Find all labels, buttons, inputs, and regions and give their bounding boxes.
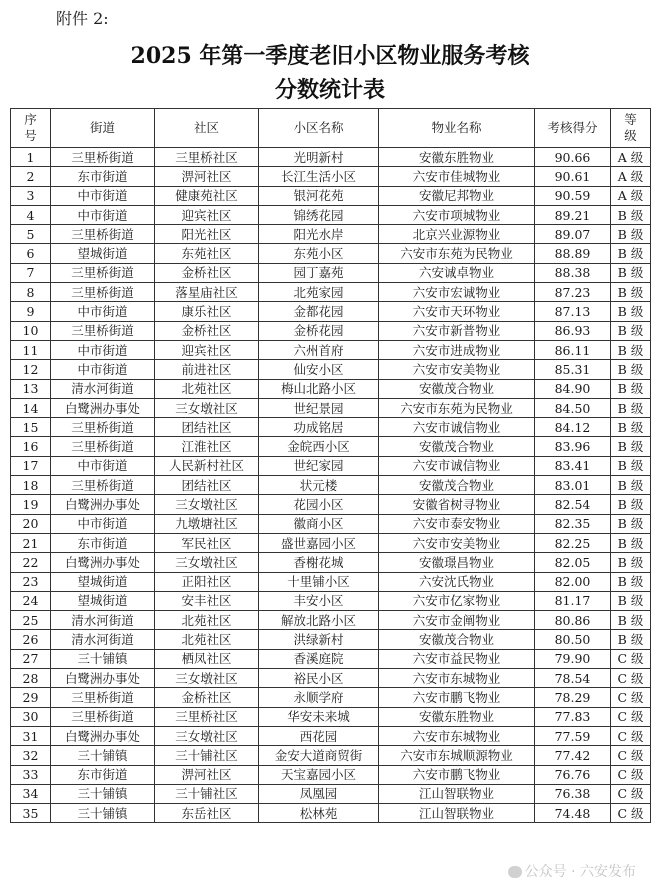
table-cell: 金安大道商贸街 (259, 746, 379, 765)
table-cell: 北苑家园 (259, 283, 379, 302)
table-cell: B 级 (611, 418, 651, 437)
table-cell: 84.12 (535, 418, 611, 437)
table-cell: 三十铺镇 (51, 649, 155, 668)
table-cell: 19 (11, 495, 51, 514)
table-cell: 16 (11, 437, 51, 456)
table-cell: 78.29 (535, 688, 611, 707)
table-cell: 军民社区 (155, 533, 259, 552)
table-row (11, 186, 651, 205)
table-cell: B 级 (611, 263, 651, 282)
table-cell: 六安市鹏飞物业 (379, 688, 535, 707)
table-cell: 82.54 (535, 495, 611, 514)
column-header-text: 序号 (24, 112, 37, 143)
table-cell: 10 (11, 321, 51, 340)
table-cell: 江淮社区 (155, 437, 259, 456)
table-cell: 32 (11, 746, 51, 765)
table-cell: 正阳社区 (155, 572, 259, 591)
table-cell: 82.00 (535, 572, 611, 591)
table-cell: 中市街道 (51, 456, 155, 475)
table-row (11, 340, 651, 359)
table-row (11, 263, 651, 282)
table-cell: B 级 (611, 283, 651, 302)
table-cell: 团结社区 (155, 418, 259, 437)
table-cell: 5 (11, 225, 51, 244)
table-cell: 金桥花园 (259, 321, 379, 340)
table-cell: 83.96 (535, 437, 611, 456)
table-cell: C 级 (611, 707, 651, 726)
table-cell: 康乐社区 (155, 302, 259, 321)
table-cell: 三女墩社区 (155, 398, 259, 417)
table-cell: B 级 (611, 553, 651, 572)
table-cell: 安徽茂合物业 (379, 437, 535, 456)
table-cell: 解放北路小区 (259, 611, 379, 630)
table-cell: 六安市佳城物业 (379, 167, 535, 186)
table-cell: 六安市亿家物业 (379, 591, 535, 610)
table-cell: B 级 (611, 572, 651, 591)
table-row (11, 553, 651, 572)
table-cell: 六安市新普物业 (379, 321, 535, 340)
table-cell: 九墩塘社区 (155, 514, 259, 533)
table-row (11, 244, 651, 263)
table-cell: 80.86 (535, 611, 611, 630)
table-cell: 中市街道 (51, 205, 155, 224)
table-cell: 安徽璟昌物业 (379, 553, 535, 572)
table-cell: 2 (11, 167, 51, 186)
table-cell: 18 (11, 476, 51, 495)
table-cell: 三女墩社区 (155, 495, 259, 514)
table-cell: 人民新村社区 (155, 456, 259, 475)
table-cell: 丰安小区 (259, 591, 379, 610)
table-cell: 六安市安美物业 (379, 533, 535, 552)
table-row (11, 765, 651, 784)
table-cell: 白鹭洲办事处 (51, 726, 155, 745)
table-cell: 望城街道 (51, 244, 155, 263)
table-cell: 83.41 (535, 456, 611, 475)
table-row (11, 533, 651, 552)
table-cell: 栖凤社区 (155, 649, 259, 668)
table-row (11, 398, 651, 417)
table-cell: 24 (11, 591, 51, 610)
table-cell: 87.13 (535, 302, 611, 321)
watermark-text: 公众号 · 六安发布 (524, 864, 636, 880)
table-cell: B 级 (611, 476, 651, 495)
column-header: 小区名称 (259, 109, 379, 148)
table-cell: 六安市宏诚物业 (379, 283, 535, 302)
table-cell: 六安市东城顺源物业 (379, 746, 535, 765)
table-cell: 三十铺镇 (51, 746, 155, 765)
table-cell: 功成铭居 (259, 418, 379, 437)
table-cell: 安丰社区 (155, 591, 259, 610)
table-cell: B 级 (611, 495, 651, 514)
table-cell: 12 (11, 360, 51, 379)
table-cell: C 级 (611, 688, 651, 707)
table-cell: 六安市天环物业 (379, 302, 535, 321)
table-cell: 31 (11, 726, 51, 745)
table-cell: 84.50 (535, 398, 611, 417)
table-cell: 淠河社区 (155, 765, 259, 784)
table-cell: 阳光水岸 (259, 225, 379, 244)
table-cell: 六安市东苑为民物业 (379, 398, 535, 417)
table-cell: 西花园 (259, 726, 379, 745)
table-cell: 江山智联物业 (379, 784, 535, 803)
table-cell: A 级 (611, 167, 651, 186)
table-cell: 三里桥街道 (51, 148, 155, 167)
table-cell: 六州首府 (259, 340, 379, 359)
table-cell: B 级 (611, 379, 651, 398)
table-cell: 89.21 (535, 205, 611, 224)
table-cell: 三十铺社区 (155, 784, 259, 803)
table-row (11, 495, 651, 514)
table-row (11, 784, 651, 803)
table-cell: 六安市泰安物业 (379, 514, 535, 533)
table-cell: B 级 (611, 398, 651, 417)
table-cell: 三里桥街道 (51, 225, 155, 244)
table-cell: 六安诚卓物业 (379, 263, 535, 282)
table-cell: 华安未来城 (259, 707, 379, 726)
table-cell: 9 (11, 302, 51, 321)
table-cell: 迎宾社区 (155, 340, 259, 359)
table-cell: 团结社区 (155, 476, 259, 495)
table-cell: 三里桥街道 (51, 707, 155, 726)
table-cell: B 级 (611, 611, 651, 630)
table-cell: 安徽尼邦物业 (379, 186, 535, 205)
table-cell: 26 (11, 630, 51, 649)
table-body (11, 148, 651, 823)
table-cell: 六安市东城物业 (379, 726, 535, 745)
table-cell: 安徽东胜物业 (379, 148, 535, 167)
column-header: 社区 (155, 109, 259, 148)
table-cell: 79.90 (535, 649, 611, 668)
table-cell: 三里桥街道 (51, 476, 155, 495)
table-row (11, 360, 651, 379)
table-cell: 清水河街道 (51, 379, 155, 398)
table-cell: 清水河街道 (51, 611, 155, 630)
table-cell: 76.76 (535, 765, 611, 784)
table-cell: 90.59 (535, 186, 611, 205)
table-cell: 金皖西小区 (259, 437, 379, 456)
table-cell: 25 (11, 611, 51, 630)
attachment-label: 附件 2: (56, 9, 109, 28)
table-cell: 中市街道 (51, 360, 155, 379)
table-row (11, 726, 651, 745)
table-cell: 落星庙社区 (155, 283, 259, 302)
table-cell: 83.01 (535, 476, 611, 495)
table-cell: 82.05 (535, 553, 611, 572)
table-row (11, 302, 651, 321)
table-cell: 六安市东苑为民物业 (379, 244, 535, 263)
table-cell: 阳光社区 (155, 225, 259, 244)
table-row (11, 611, 651, 630)
table-cell: 三里桥街道 (51, 418, 155, 437)
table-header (11, 109, 651, 148)
table-cell: 三女墩社区 (155, 553, 259, 572)
table-cell: 86.93 (535, 321, 611, 340)
table-cell: 76.38 (535, 784, 611, 803)
document-title: 2025 年第一季度老旧小区物业服务考核 (130, 43, 530, 69)
table-cell: 安徽省树寻物业 (379, 495, 535, 514)
table-row (11, 379, 651, 398)
column-header: 物业名称 (379, 109, 535, 148)
table-cell: 三里桥街道 (51, 263, 155, 282)
table-cell: 六安市金阐物业 (379, 611, 535, 630)
table-cell: 安徽茂合物业 (379, 476, 535, 495)
table-cell: B 级 (611, 437, 651, 456)
table-cell: 东市街道 (51, 167, 155, 186)
table-cell: 凤凰园 (259, 784, 379, 803)
table-cell: 30 (11, 707, 51, 726)
table-cell: 长江生活小区 (259, 167, 379, 186)
table-cell: 金都花园 (259, 302, 379, 321)
table-cell: 中市街道 (51, 186, 155, 205)
table-cell: 迎宾社区 (155, 205, 259, 224)
table-cell: 中市街道 (51, 514, 155, 533)
table-cell: 白鹭洲办事处 (51, 669, 155, 688)
table-cell: 锦绣花园 (259, 205, 379, 224)
table-cell: 安徽茂合物业 (379, 630, 535, 649)
table-cell: 花园小区 (259, 495, 379, 514)
table-cell: 中市街道 (51, 302, 155, 321)
table-cell: 89.07 (535, 225, 611, 244)
table-cell: 78.54 (535, 669, 611, 688)
column-header: 街道 (51, 109, 155, 148)
table-cell: C 级 (611, 804, 651, 823)
table-cell: B 级 (611, 591, 651, 610)
table-cell: 望城街道 (51, 591, 155, 610)
table-cell: 7 (11, 263, 51, 282)
table-cell: 安徽东胜物业 (379, 707, 535, 726)
table-row (11, 148, 651, 167)
table-row (11, 418, 651, 437)
table-cell: 世纪家园 (259, 456, 379, 475)
table-cell: 永顺学府 (259, 688, 379, 707)
column-header (11, 109, 51, 148)
table-cell: C 级 (611, 765, 651, 784)
table-cell: 三女墩社区 (155, 669, 259, 688)
table-cell: C 级 (611, 784, 651, 803)
table-row (11, 804, 651, 823)
table-cell: 11 (11, 340, 51, 359)
table-cell: A 级 (611, 186, 651, 205)
table-row (11, 591, 651, 610)
table-row (11, 630, 651, 649)
table-cell: 22 (11, 553, 51, 572)
table-row (11, 476, 651, 495)
watermark (508, 861, 636, 881)
table-cell: 安徽茂合物业 (379, 379, 535, 398)
column-header-text: 等级 (624, 112, 637, 143)
table-cell: 金桥社区 (155, 321, 259, 340)
table-cell: 17 (11, 456, 51, 475)
table-cell: 88.89 (535, 244, 611, 263)
table-cell: C 级 (611, 726, 651, 745)
table-cell: 三里桥社区 (155, 707, 259, 726)
table-cell: B 级 (611, 360, 651, 379)
table-cell: 东市街道 (51, 533, 155, 552)
table-cell: 85.31 (535, 360, 611, 379)
table-cell: 状元楼 (259, 476, 379, 495)
table-cell: 六安市诚信物业 (379, 418, 535, 437)
table-cell: 金桥社区 (155, 688, 259, 707)
table-cell: 81.17 (535, 591, 611, 610)
table-row (11, 456, 651, 475)
table-cell: 三十铺镇 (51, 804, 155, 823)
table-cell: 东苑小区 (259, 244, 379, 263)
table-cell: 82.25 (535, 533, 611, 552)
table-cell: 90.66 (535, 148, 611, 167)
table-cell: 金桥社区 (155, 263, 259, 282)
table-cell: 35 (11, 804, 51, 823)
table-cell: 北苑社区 (155, 611, 259, 630)
table-cell: 仙安小区 (259, 360, 379, 379)
table-cell: B 级 (611, 340, 651, 359)
table-cell: 白鹭洲办事处 (51, 553, 155, 572)
table-row (11, 321, 651, 340)
table-cell: 77.42 (535, 746, 611, 765)
column-header: 考核得分 (535, 109, 611, 148)
table-cell: 84.90 (535, 379, 611, 398)
table-cell: 白鹭洲办事处 (51, 495, 155, 514)
table-cell: 洪绿新村 (259, 630, 379, 649)
table-row (11, 205, 651, 224)
table-cell: B 级 (611, 456, 651, 475)
table-cell: 六安沈氏物业 (379, 572, 535, 591)
table-cell: 80.50 (535, 630, 611, 649)
table-cell: B 级 (611, 225, 651, 244)
table-cell: 77.59 (535, 726, 611, 745)
table-cell: 六安市安美物业 (379, 360, 535, 379)
table-cell: 盛世嘉园小区 (259, 533, 379, 552)
table-cell: 29 (11, 688, 51, 707)
table-cell: B 级 (611, 244, 651, 263)
table-row (11, 283, 651, 302)
table-cell: 徽商小区 (259, 514, 379, 533)
table-cell: 光明新村 (259, 148, 379, 167)
table-cell: C 级 (611, 746, 651, 765)
table-cell: C 级 (611, 649, 651, 668)
table-cell: 三女墩社区 (155, 726, 259, 745)
table-cell: 天宝嘉园小区 (259, 765, 379, 784)
table-cell: 三里桥街道 (51, 688, 155, 707)
table-row (11, 746, 651, 765)
table-cell: 88.38 (535, 263, 611, 282)
table-cell: 三里桥街道 (51, 283, 155, 302)
table-cell: 健康苑社区 (155, 186, 259, 205)
table-cell: 六安市项城物业 (379, 205, 535, 224)
table-cell: 13 (11, 379, 51, 398)
table-cell: 江山智联物业 (379, 804, 535, 823)
table-cell: 香溪庭院 (259, 649, 379, 668)
table-cell: 15 (11, 418, 51, 437)
table-cell: 33 (11, 765, 51, 784)
table-cell: 香榭花城 (259, 553, 379, 572)
table-cell: 6 (11, 244, 51, 263)
score-table (10, 108, 651, 823)
table-cell: 28 (11, 669, 51, 688)
table-cell: 北京兴业源物业 (379, 225, 535, 244)
table-cell: B 级 (611, 514, 651, 533)
table-cell: 六安市益民物业 (379, 649, 535, 668)
table-cell: 8 (11, 283, 51, 302)
table-cell: B 级 (611, 321, 651, 340)
table-cell: 银河花苑 (259, 186, 379, 205)
table-row (11, 649, 651, 668)
table-row (11, 225, 651, 244)
table-cell: 前进社区 (155, 360, 259, 379)
table-cell: 4 (11, 205, 51, 224)
table-cell: 三十铺社区 (155, 746, 259, 765)
table-cell: 1 (11, 148, 51, 167)
table-cell: 27 (11, 649, 51, 668)
wechat-icon (508, 866, 522, 878)
table-cell: 87.23 (535, 283, 611, 302)
table-cell: A 级 (611, 148, 651, 167)
table-row (11, 437, 651, 456)
table-cell: 东苑社区 (155, 244, 259, 263)
table-cell: 20 (11, 514, 51, 533)
document-subtitle: 分数统计表 (274, 77, 385, 103)
table-row (11, 572, 651, 591)
table-row (11, 669, 651, 688)
table-cell: 松林苑 (259, 804, 379, 823)
table-cell: 白鹭洲办事处 (51, 398, 155, 417)
table-row (11, 514, 651, 533)
table-cell: 六安市鹏飞物业 (379, 765, 535, 784)
table-cell: 六安市东城物业 (379, 669, 535, 688)
table-cell: 裕民小区 (259, 669, 379, 688)
table-cell: 86.11 (535, 340, 611, 359)
table-cell: 十里铺小区 (259, 572, 379, 591)
table-cell: 90.61 (535, 167, 611, 186)
table-cell: 淠河社区 (155, 167, 259, 186)
table-cell: 梅山北路小区 (259, 379, 379, 398)
table-cell: 世纪景园 (259, 398, 379, 417)
table-cell: 东岳社区 (155, 804, 259, 823)
table-cell: 三里桥社区 (155, 148, 259, 167)
table-cell: 中市街道 (51, 340, 155, 359)
table-cell: 34 (11, 784, 51, 803)
table-cell: 21 (11, 533, 51, 552)
table-cell: 3 (11, 186, 51, 205)
table-cell: 清水河街道 (51, 630, 155, 649)
table-row (11, 688, 651, 707)
table-row (11, 707, 651, 726)
table-cell: 77.83 (535, 707, 611, 726)
table-row (11, 167, 651, 186)
table-cell: 三十铺镇 (51, 784, 155, 803)
table-cell: 14 (11, 398, 51, 417)
table-cell: 三里桥街道 (51, 321, 155, 340)
table-cell: C 级 (611, 669, 651, 688)
table-cell: 74.48 (535, 804, 611, 823)
table-cell: 三里桥街道 (51, 437, 155, 456)
table-cell: 23 (11, 572, 51, 591)
table-cell: B 级 (611, 302, 651, 321)
table-cell: B 级 (611, 533, 651, 552)
table-cell: 82.35 (535, 514, 611, 533)
table-cell: B 级 (611, 205, 651, 224)
column-header (611, 109, 651, 148)
table-cell: 望城街道 (51, 572, 155, 591)
table-cell: 六安市诚信物业 (379, 456, 535, 475)
table-cell: 北苑社区 (155, 379, 259, 398)
table-cell: 六安市进成物业 (379, 340, 535, 359)
table-cell: 东市街道 (51, 765, 155, 784)
table-cell: 北苑社区 (155, 630, 259, 649)
table-cell: 园丁嘉苑 (259, 263, 379, 282)
table-cell: B 级 (611, 630, 651, 649)
